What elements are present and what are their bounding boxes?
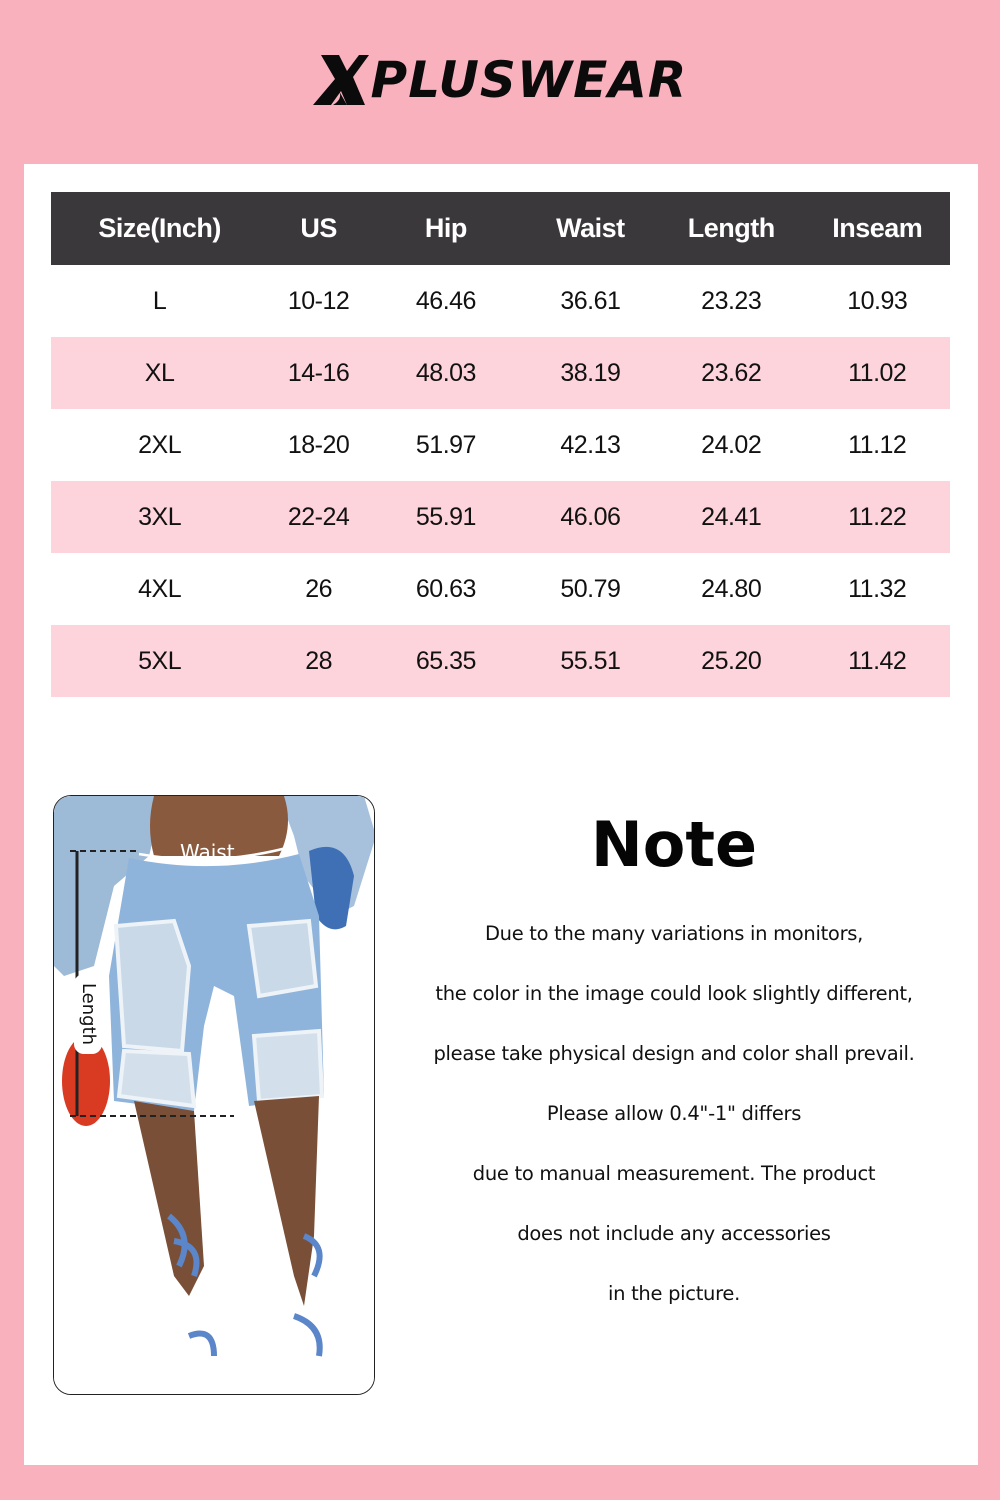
note-line: due to manual measurement. The product bbox=[472, 1162, 876, 1185]
cell-size: 2XL bbox=[138, 430, 182, 459]
brand-name: PLUSWEAR bbox=[370, 51, 688, 109]
cell-inseam: 10.93 bbox=[847, 286, 908, 315]
cell-size: XL bbox=[51, 337, 268, 409]
cell-us: 22-24 bbox=[268, 481, 369, 553]
cell-size: L bbox=[152, 286, 167, 315]
table-row bbox=[51, 553, 950, 625]
cell-us: 28 bbox=[268, 625, 369, 697]
note-line: please take physical design and color shall prevail. bbox=[433, 1042, 915, 1065]
cell-waist: 38.19 bbox=[523, 337, 658, 409]
header-us: US bbox=[268, 192, 369, 265]
table-row bbox=[51, 337, 950, 409]
table-row bbox=[51, 409, 950, 481]
note-line: Due to the many variations in monitors, bbox=[484, 922, 864, 945]
cell-waist: 50.79 bbox=[560, 574, 621, 603]
table-row bbox=[51, 481, 950, 553]
note-section bbox=[396, 804, 952, 1342]
size-chart-table bbox=[51, 192, 950, 697]
cell-length: 25.20 bbox=[658, 625, 805, 697]
header-waist: Waist bbox=[523, 192, 658, 265]
x-logo-icon bbox=[313, 55, 369, 105]
header-length: Length bbox=[658, 192, 805, 265]
table-header-row bbox=[51, 192, 950, 265]
denim-shorts-illustration bbox=[54, 796, 375, 1395]
header-size: Size(Inch) bbox=[51, 192, 268, 265]
cell-length: 24.80 bbox=[701, 574, 762, 603]
note-line: does not include any accessories bbox=[517, 1222, 831, 1245]
cell-us: 10-12 bbox=[287, 286, 350, 315]
cell-hip: 55.91 bbox=[369, 481, 523, 553]
cell-length: 23.62 bbox=[658, 337, 805, 409]
cell-size: 5XL bbox=[51, 625, 268, 697]
table-row bbox=[51, 265, 950, 337]
cell-us: 14-16 bbox=[268, 337, 369, 409]
cell-hip: 51.97 bbox=[415, 430, 476, 459]
cell-length: 23.23 bbox=[701, 286, 762, 315]
length-label: Length bbox=[74, 974, 102, 1054]
cell-inseam: 11.02 bbox=[804, 337, 950, 409]
cell-length: 24.02 bbox=[701, 430, 762, 459]
note-line: in the picture. bbox=[608, 1282, 740, 1305]
cell-size: 4XL bbox=[138, 574, 182, 603]
cell-waist: 46.06 bbox=[523, 481, 658, 553]
note-title: Note bbox=[590, 808, 758, 881]
note-line: Please allow 0.4"-1" differs bbox=[546, 1102, 802, 1125]
cell-inseam: 11.42 bbox=[804, 625, 950, 697]
content-card bbox=[24, 164, 978, 1465]
cell-waist: 36.61 bbox=[560, 286, 621, 315]
waist-label: Waist bbox=[180, 840, 235, 864]
cell-waist: 42.13 bbox=[560, 430, 621, 459]
header-inseam: Inseam bbox=[804, 192, 950, 265]
cell-inseam: 11.22 bbox=[804, 481, 950, 553]
cell-us: 18-20 bbox=[287, 430, 350, 459]
cell-length: 24.41 bbox=[658, 481, 805, 553]
product-photo bbox=[53, 795, 375, 1395]
cell-inseam: 11.32 bbox=[848, 574, 907, 603]
brand-logo bbox=[313, 51, 688, 109]
cell-us: 26 bbox=[305, 574, 333, 603]
cell-hip: 65.35 bbox=[369, 625, 523, 697]
header-hip: Hip bbox=[369, 192, 523, 265]
cell-hip: 48.03 bbox=[369, 337, 523, 409]
table-row bbox=[51, 625, 950, 697]
note-line: the color in the image could look slightly different, bbox=[435, 982, 913, 1005]
cell-inseam: 11.12 bbox=[848, 430, 907, 459]
cell-hip: 46.46 bbox=[415, 286, 476, 315]
brand-header bbox=[0, 48, 1000, 112]
cell-waist: 55.51 bbox=[523, 625, 658, 697]
cell-hip: 60.63 bbox=[415, 574, 476, 603]
cell-size: 3XL bbox=[51, 481, 268, 553]
